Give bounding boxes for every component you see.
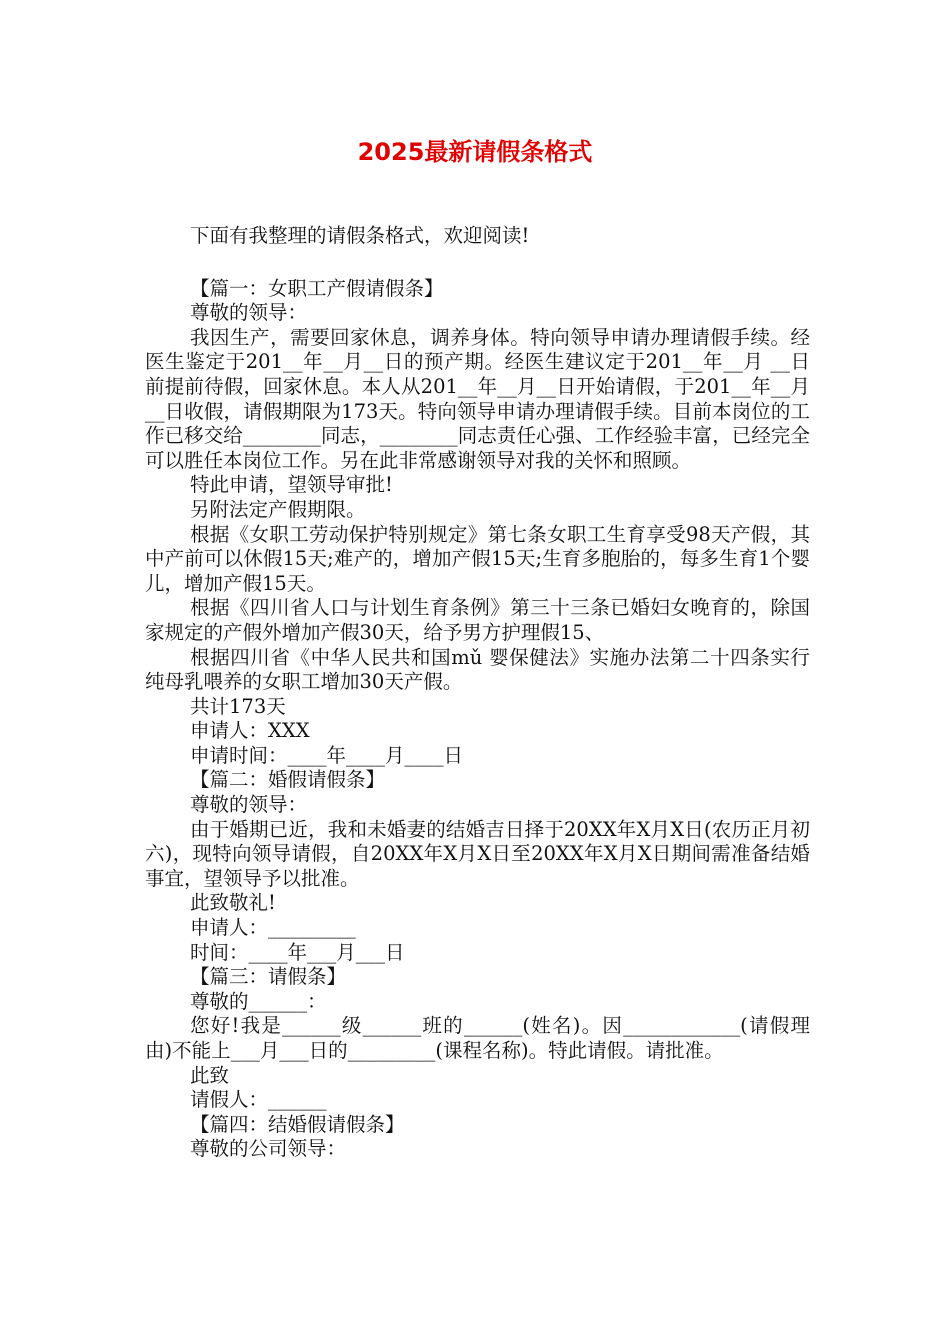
- section2-heading: 【篇二：婚假请假条】: [190, 768, 386, 792]
- section2-date: 时间：____年___月___日: [190, 940, 405, 964]
- document-title: 2025最新请假条格式: [357, 138, 593, 166]
- section1-applicant: 申请人：XXX: [190, 719, 310, 743]
- section1-total: 共计173天: [190, 694, 286, 718]
- section3-body: 您好!我是______级______班的______(姓名)。因____________(请假理由)不能上___月___日的_________(课程名称)。特此请假。请批准。: [145, 1014, 810, 1062]
- section2-body: 由于婚期已近，我和未婚妻的结婚吉日择于20XX年X月X日(农历正月初六)，现特向领导请假，自20XX年X月X日至20XX年X月X日期间需准备结婚事宜，望领导予以批准。: [145, 817, 810, 890]
- document-body: [145, 224, 810, 1162]
- section1-law3: 根据四川省《中华人民共和国mǔ 婴保健法》实施办法第二十四条实行纯母乳喂养的女职工增加30天产假。: [145, 645, 810, 694]
- section4-heading: 【篇四：结婚假请假条】: [190, 1112, 405, 1136]
- section1-law1: 根据《女职工劳动保护特别规定》第七条女职工生育享受98天产假，其中产前可以休假15天;难产的，增加产假15天;生育多胞胎的，每多生育1个婴儿，增加产假15天。: [145, 522, 810, 595]
- intro-paragraph: 下面有我整理的请假条格式，欢迎阅读!: [190, 224, 530, 247]
- section3-salutation: 尊敬的______：: [190, 989, 327, 1013]
- section1-body: 我因生产，需要回家休息，调养身体。特向领导申请办理请假手续。经医生鉴定于201__年__月__日的预产期。经医生建议定于201__年__月 __日前提前待假，回家休息。本人从201__年__月__日开始请假，于201__年__月__日收假，请假期限为173天。特向领导申请办理请假手续。目前本岗位的工作已移交给________同志，________同志责任心强、工作经验丰富，已经完全可以胜任本岗位工作。另在此非常感谢领导对我的关怀和照顾。: [145, 325, 810, 472]
- section2-applicant: 申请人：_________: [190, 916, 356, 940]
- section3-applicant: 请假人：______: [190, 1088, 327, 1112]
- section1-heading: 【篇一：女职工产假请假条】: [190, 276, 444, 300]
- section2-salutation: 尊敬的领导：: [190, 793, 308, 817]
- section3-closing: 此致: [190, 1063, 230, 1087]
- section1-attach: 另附法定产假期限。: [190, 497, 366, 521]
- section3-heading: 【篇三：请假条】: [190, 965, 347, 989]
- section1-closing: 特此申请，望领导审批!: [190, 473, 393, 497]
- section2-closing: 此致敬礼!: [190, 891, 276, 915]
- section1-date: 申请时间：____年____月____日: [190, 743, 464, 767]
- section1-law2: 根据《四川省人口与计划生育条例》第三十三条已婚妇女晚育的，除国家规定的产假外增加产假30天，给予男方护理假15、: [145, 596, 810, 644]
- section4-salutation: 尊敬的公司领导：: [190, 1137, 347, 1161]
- section1-salutation: 尊敬的领导：: [190, 301, 308, 325]
